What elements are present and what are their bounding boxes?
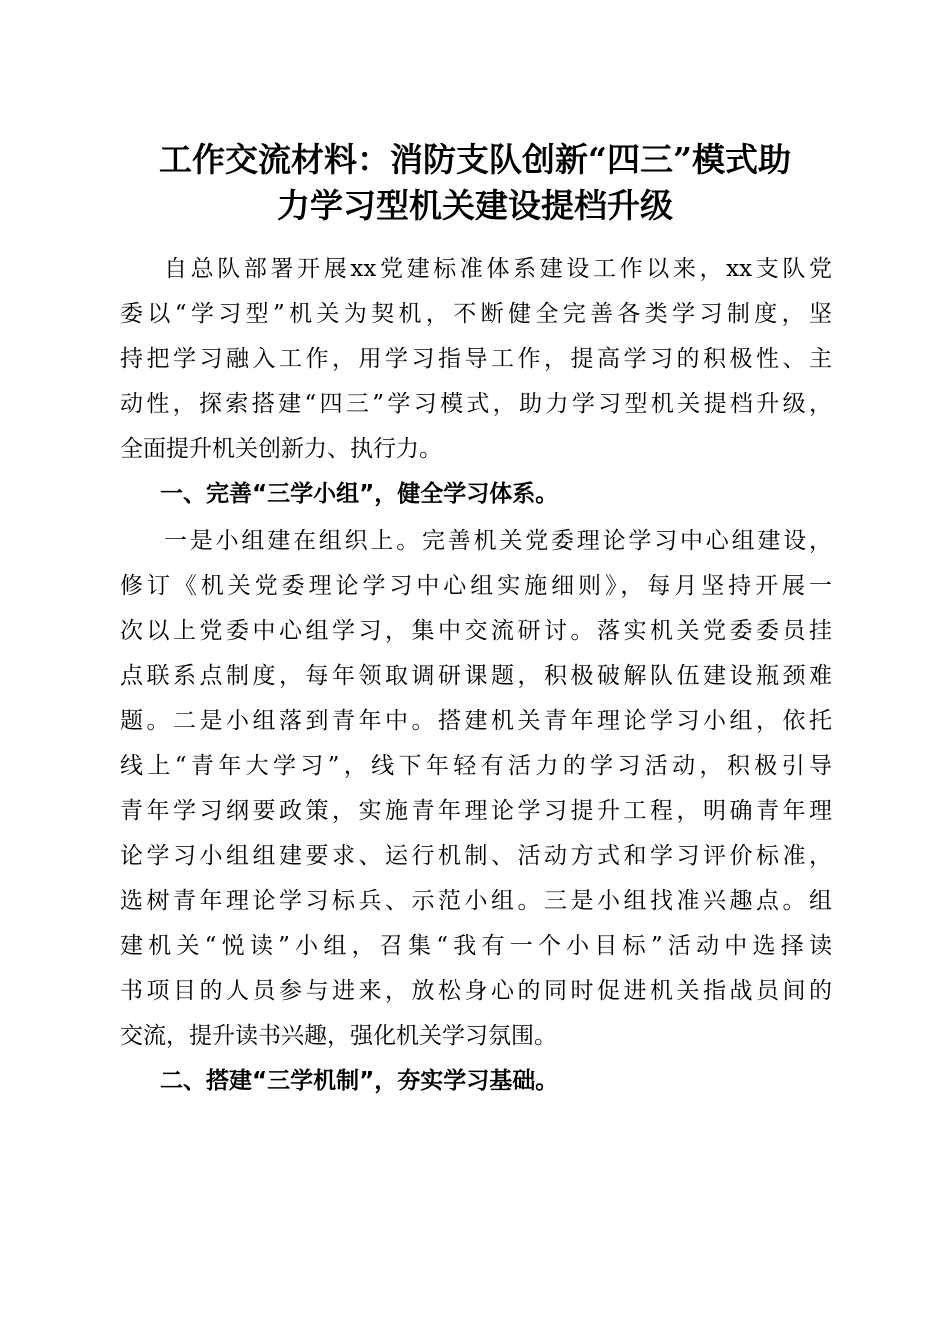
intro-line: 委以“学习型”机关为契机，不断健全完善各类学习制度，坚 — [120, 301, 832, 327]
intro-line: 持把学习融入工作，用学习指导工作，提高学习的积极性、主 — [120, 346, 832, 372]
section1-line: 题。二是小组落到青年中。搭建机关青年理论学习小组，依托 — [120, 708, 832, 734]
intro-line: 动性，探索搭建“四三”学习模式，助力学习型机关提档升级， — [120, 391, 832, 417]
section1-line: 书项目的人员参与进来，放松身心的同时促进机关指战员间的 — [120, 978, 832, 1004]
section1-line: 线上“青年大学习”，线下年轻有活力的学习活动，积极引导 — [120, 753, 832, 779]
section1-line: 次以上党委中心组学习，集中交流研讨。落实机关党委委员挂 — [120, 618, 832, 644]
intro-line: 自总队部署开展xx党建标准体系建设工作以来，xx支队党 — [164, 256, 832, 282]
section1-line: 交流，提升读书兴趣，强化机关学习氛围。 — [120, 1023, 557, 1049]
intro-line: 全面提升机关创新力、执行力。 — [120, 436, 442, 462]
section1-line: 点联系点制度，每年领取调研课题，积极破解队伍建设瓶颈难 — [120, 663, 832, 689]
section1-line: 论学习小组组建要求、运行机制、活动方式和学习评价标准， — [120, 843, 832, 869]
section1-line: 选树青年理论学习标兵、示范小组。三是小组找准兴趣点。组 — [120, 888, 832, 914]
document-title-line-2: 力学习型机关建设提档升级 — [277, 186, 673, 225]
section1-line: 修订《机关党委理论学习中心组实施细则》，每月坚持开展一 — [120, 573, 832, 599]
document-title-line-1: 工作交流材料：消防支队创新“四三”模式助 — [159, 140, 791, 179]
section-heading-2: 二、搭建“三学机制”，夯实学习基础。 — [160, 1068, 559, 1094]
section1-line: 一是小组建在组织上。完善机关党委理论学习中心组建设， — [164, 528, 832, 554]
section1-line: 青年学习纲要政策，实施青年理论学习提升工程，明确青年理 — [120, 798, 832, 824]
section-heading-1: 一、完善“三学小组”，健全学习体系。 — [160, 481, 559, 507]
section1-line: 建机关“悦读”小组，召集“我有一个小目标”活动中选择读 — [120, 933, 832, 959]
